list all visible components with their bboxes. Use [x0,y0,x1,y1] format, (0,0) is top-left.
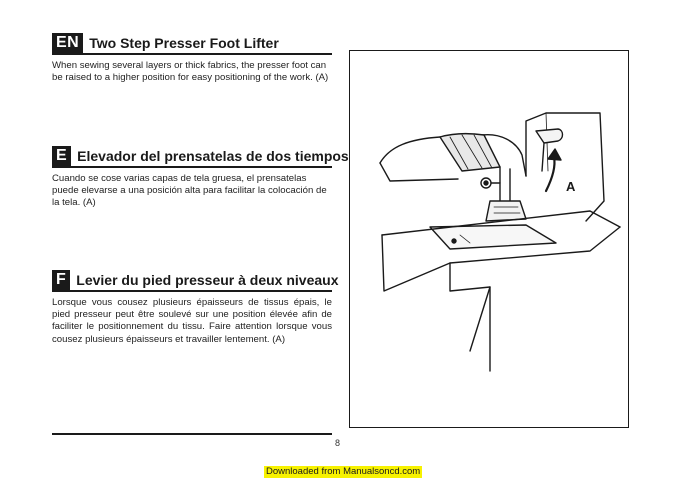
section-heading [52,270,339,292]
needle-plate [430,225,556,249]
section-heading [52,33,332,55]
section-title: Elevador del prensatelas de dos tiempos [77,148,349,164]
section-body: Lorsque vous cousez plusieurs épaisseurs de tissus épais, le pied presseur peut être soulevé sur une position élevée afin de faciliter le positionnement du tissu. Faire attention lorsque vous cousez plusieurs épaisseurs et travailler lentement. (A) [52,297,332,345]
section-title: Two Step Presser Foot Lifter [89,35,279,51]
section-french [52,270,339,346]
section-body: When sewing several layers or thick fabrics, the presser foot can be raised to a higher position for easy positioning of the work. (A) [52,60,329,84]
language-badge: E [52,146,71,166]
up-arrow [546,157,555,191]
machine-body [526,113,604,221]
language-badge: F [52,270,70,290]
download-source-link[interactable]: Downloaded from Manualsoncd.com [266,466,421,477]
page-number: 8 [335,438,341,448]
section-body: Cuando se cose varias capas de tela gruesa, el prensatelas puede elevarse a una posición alta para facilitar la colocación de la tela. (A) [52,173,327,209]
section-title: Levier du pied presseur à deux niveaux [76,272,339,288]
illustration-frame [349,50,629,428]
figure-label-a: A [566,179,576,194]
sewing-machine-illustration [350,51,628,427]
machine-bed-front [382,235,490,371]
language-badge: EN [52,33,83,53]
machine-arm-bottom [380,163,458,181]
bottom-rule [52,433,332,435]
presser-foot [486,201,526,221]
lifter-lever [536,129,563,143]
section-heading [52,146,349,168]
section-english [52,33,332,84]
section-spanish [52,146,349,210]
